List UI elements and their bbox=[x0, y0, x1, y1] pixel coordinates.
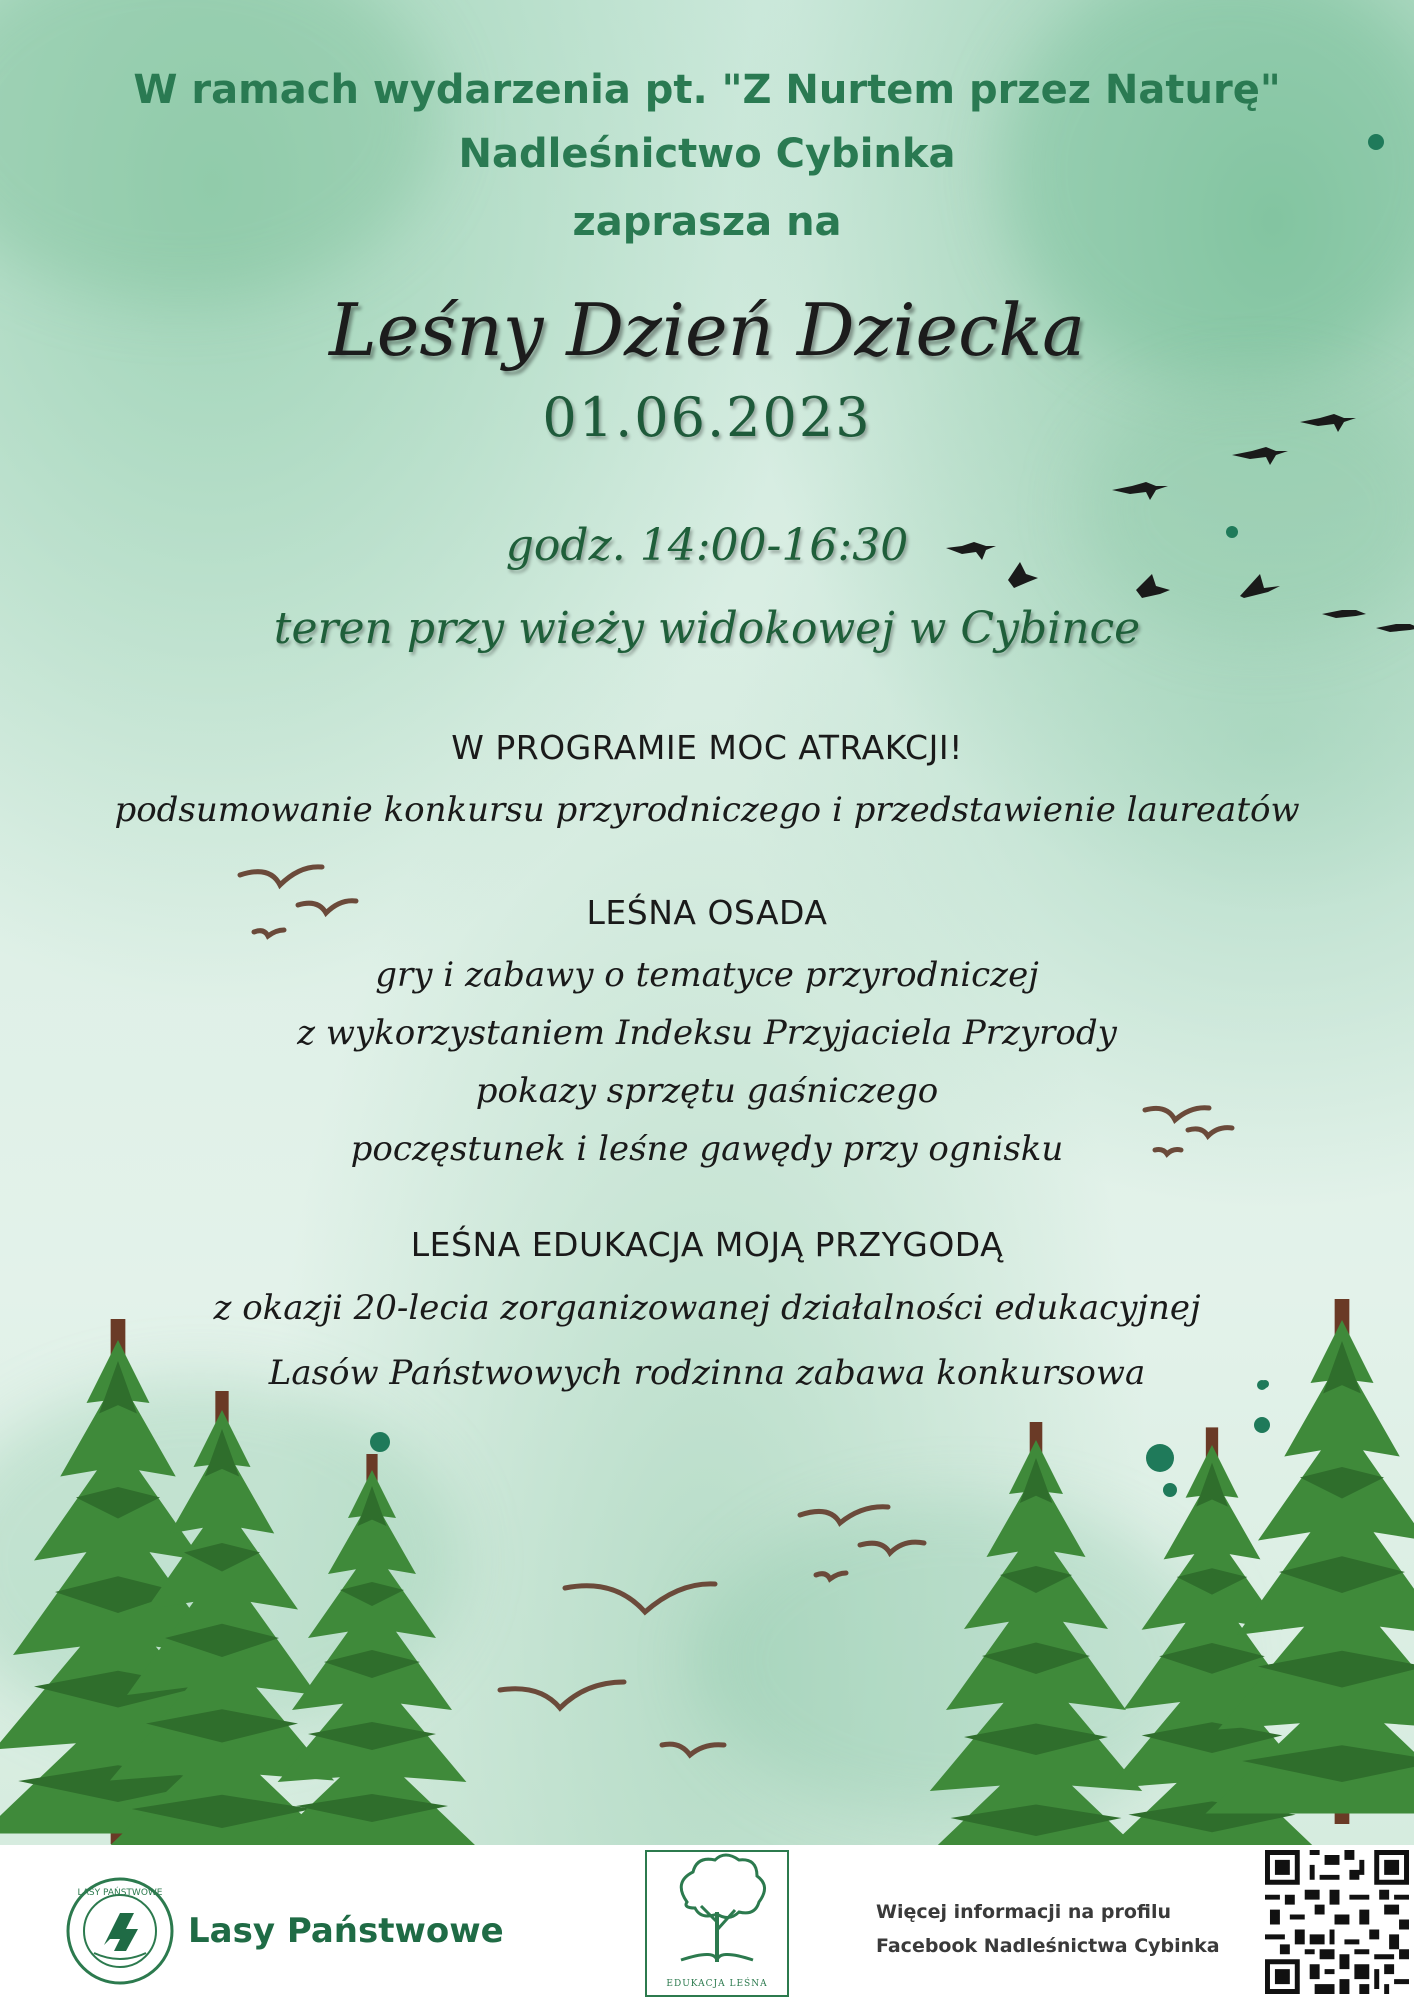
qr-code-icon[interactable] bbox=[1265, 1850, 1409, 1994]
program-line: pokazy sprzętu gaśniczego bbox=[475, 1071, 939, 1111]
event-place: teren przy wieży widokowej w Cybince bbox=[273, 603, 1141, 654]
program-line: Lasów Państwowych rodzinna zabawa konkursowa bbox=[268, 1353, 1146, 1393]
intro-line-1: W ramach wydarzenia pt. "Z Nurtem przez Naturę" bbox=[133, 67, 1281, 113]
lasy-logo-text: LASY PAŃSTWOWE bbox=[77, 1888, 163, 1898]
edukacja-lesna-logo bbox=[645, 1850, 789, 1997]
program-heading-1: W PROGRAMIE MOC ATRAKCJI! bbox=[451, 728, 963, 767]
program-line: z wykorzystaniem Indeksu Przyjaciela Przyrody bbox=[297, 1013, 1117, 1053]
program-line: podsumowanie konkursu przyrodniczego i przedstawienie laureatów bbox=[114, 790, 1300, 830]
more-info-line-2: Facebook Nadleśnictwa Cybinka bbox=[876, 1935, 1220, 1957]
program-line: poczęstunek i leśne gawędy przy ognisku bbox=[350, 1129, 1064, 1169]
pine-tree-icon bbox=[268, 1454, 476, 1845]
program-line: gry i zabawy o tematyce przyrodniczej bbox=[375, 955, 1039, 995]
more-info-text bbox=[876, 1895, 1266, 1963]
intro-line-3: zaprasza na bbox=[572, 199, 842, 245]
program-heading-2: LEŚNA OSADA bbox=[586, 893, 828, 932]
edukacja-lesna-label: EDUKACJA LEŚNA bbox=[666, 1979, 768, 1989]
tree-book-icon bbox=[647, 1852, 787, 1972]
event-date: 01.06.2023 bbox=[542, 386, 872, 449]
program-line: z okazji 20-lecia zorganizowanej działalności edukacyjnej bbox=[213, 1288, 1201, 1328]
footer-bar bbox=[0, 1845, 1414, 2000]
more-info-line-1: Więcej informacji na profilu bbox=[876, 1901, 1171, 1923]
program-heading-3: LEŚNA EDUKACJA MOJĄ PRZYGODĄ bbox=[410, 1225, 1004, 1264]
event-title: Leśny Dzień Dziecka bbox=[328, 288, 1086, 372]
event-hours: godz. 14:00-16:30 bbox=[505, 520, 909, 571]
intro-line-2: Nadleśnictwo Cybinka bbox=[458, 131, 956, 177]
lasy-panstwowe-name: Lasy Państwowe bbox=[188, 1911, 504, 1951]
lasy-panstwowe-logo-icon bbox=[64, 1875, 176, 1987]
